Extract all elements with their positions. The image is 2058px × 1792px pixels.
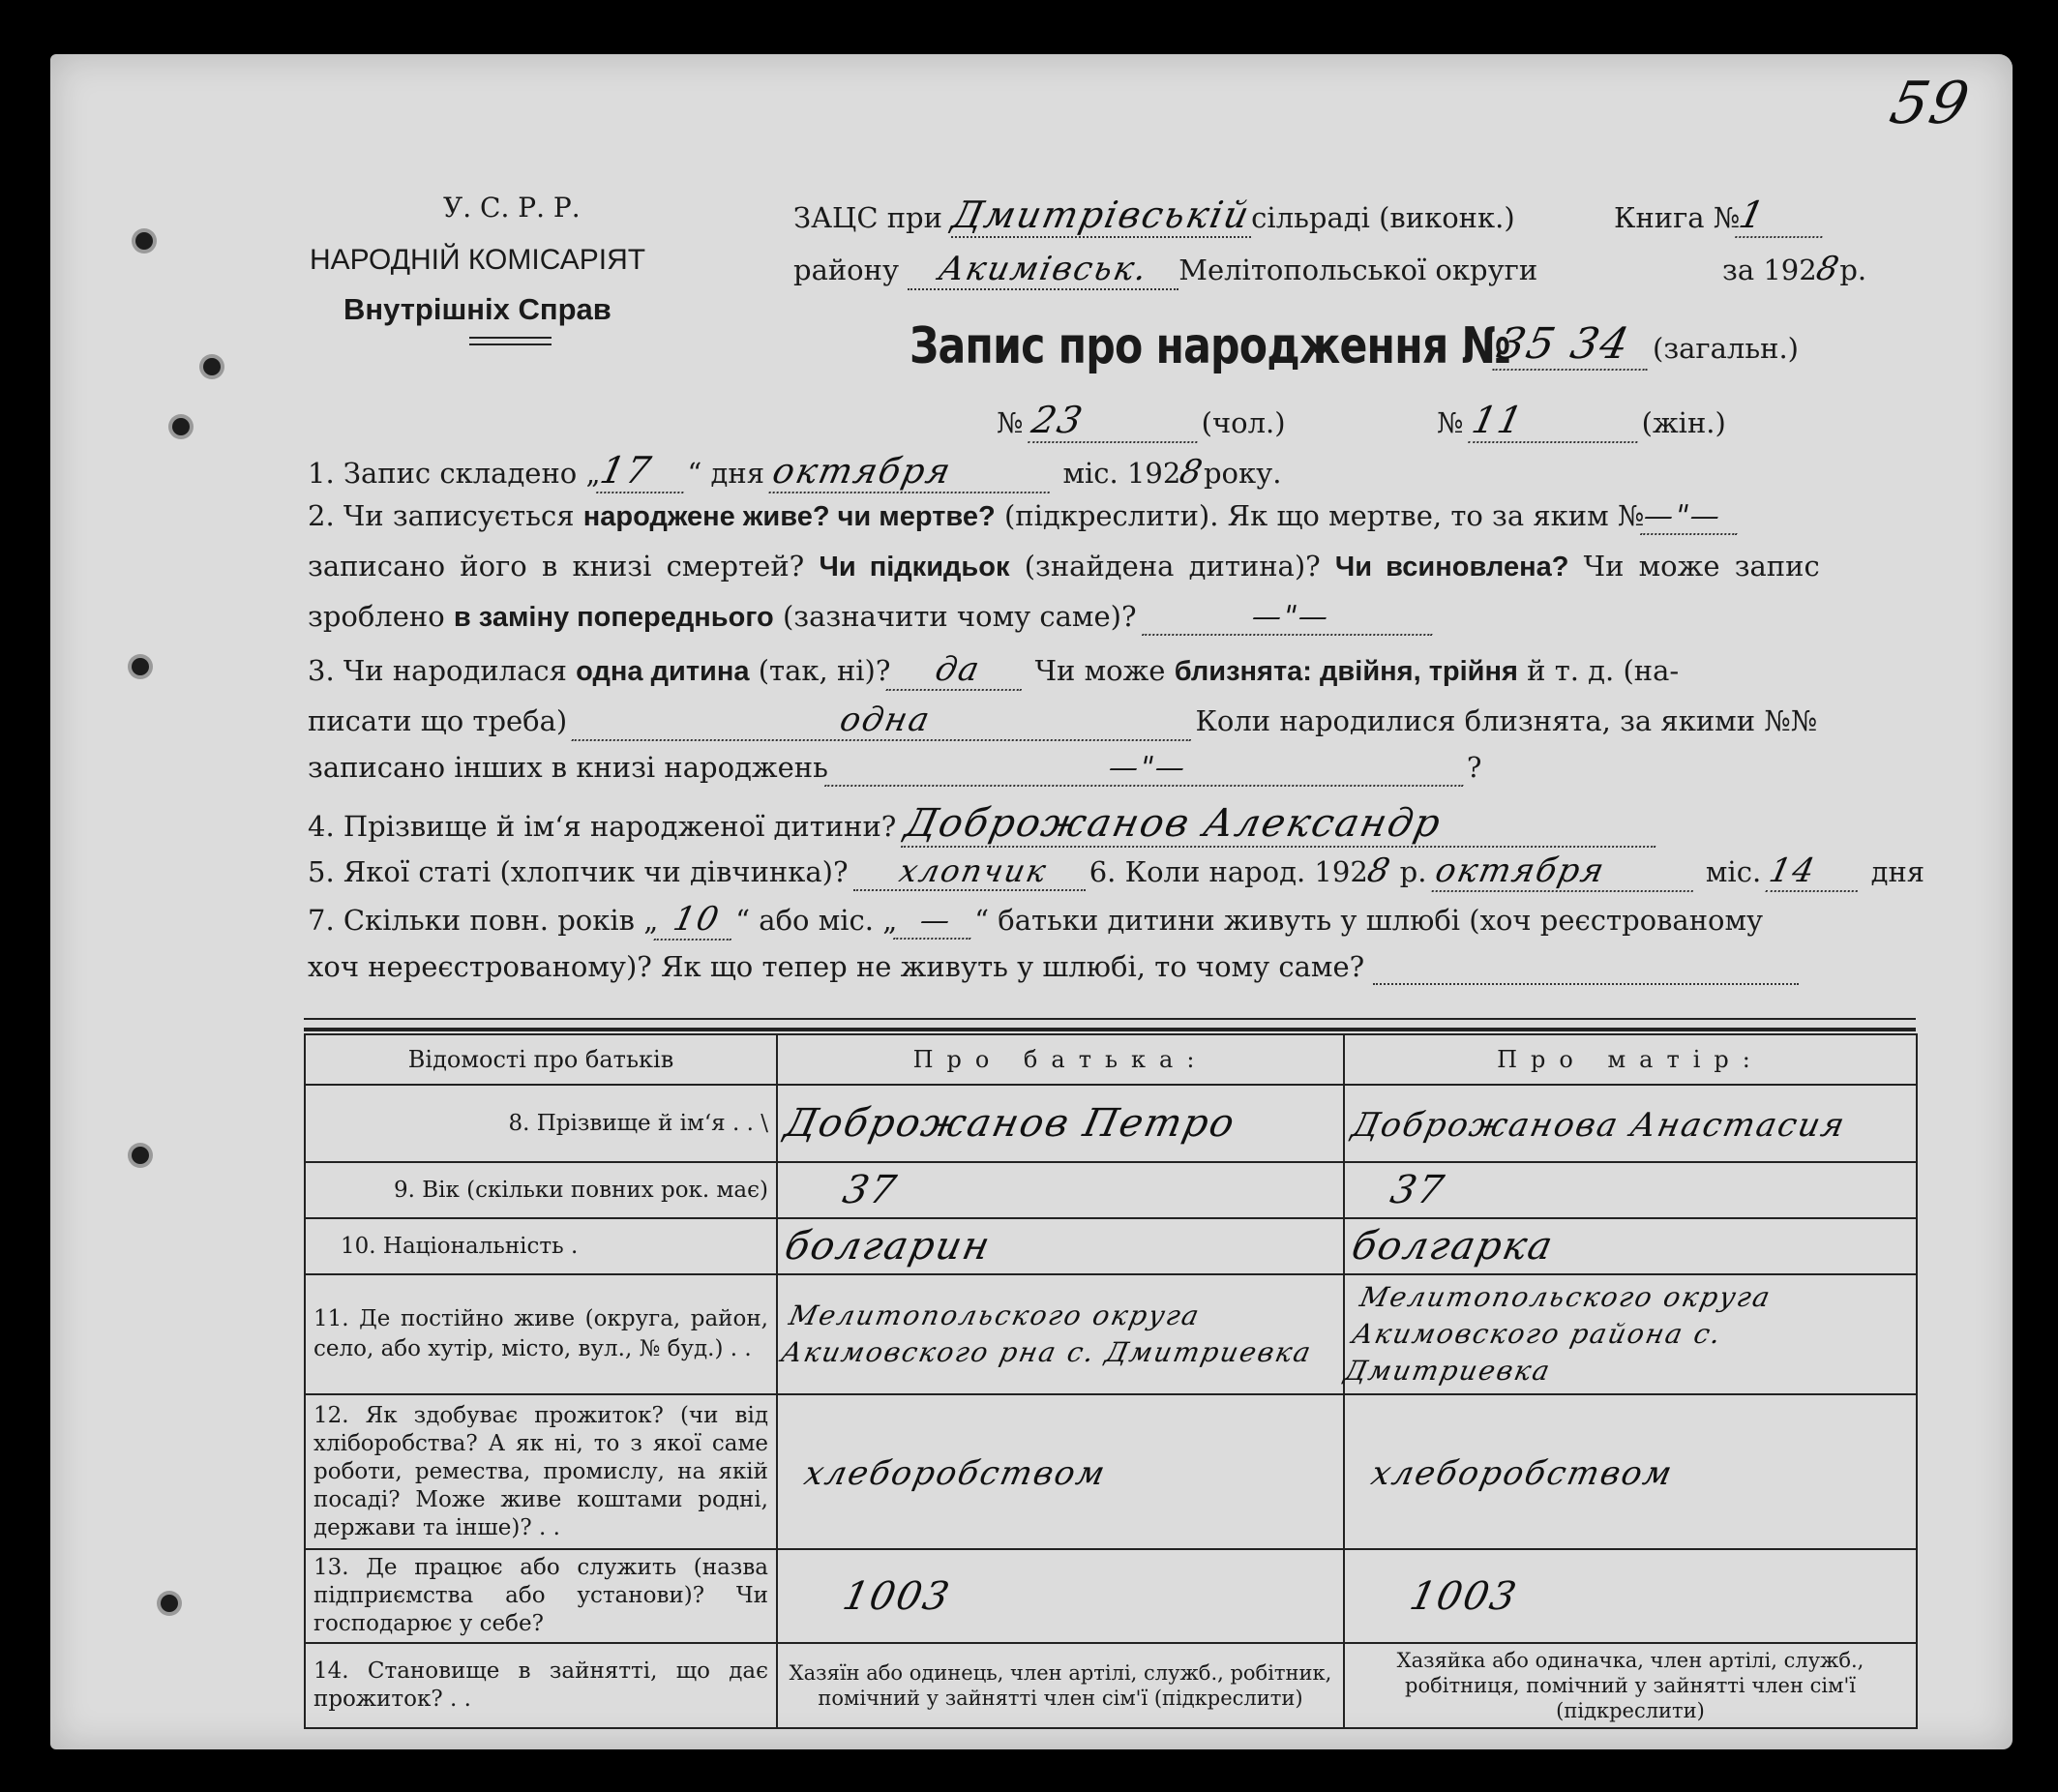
- table-header-row: [305, 1034, 1917, 1085]
- year-label: за 192: [1722, 254, 1817, 286]
- question-4: [308, 801, 1660, 848]
- q2-bold: Чи всиновлена?: [1334, 552, 1569, 582]
- table-row: [305, 1218, 1917, 1274]
- father-occupation: хлеборобством: [800, 1454, 1111, 1493]
- book-value: 1: [1735, 194, 1832, 238]
- father-workplace: 1003: [839, 1573, 955, 1619]
- table-row: [305, 1394, 1917, 1549]
- q6-text: дня: [1870, 855, 1925, 888]
- question-3-line-3: [308, 751, 1481, 787]
- marriage-years: 10: [654, 900, 740, 941]
- parents-table: [304, 1033, 1918, 1729]
- q5-text: 5. Якої статі (хлопчик чи дівчинка)?: [308, 855, 849, 888]
- header-father: Про батька:: [777, 1034, 1344, 1085]
- header-republic: У. С. Р. Р.: [443, 192, 581, 224]
- q3-single: да: [886, 650, 1030, 691]
- punch-hole: [172, 418, 190, 435]
- question-2-line-1: [308, 499, 1741, 535]
- q1-text: міс. 192: [1062, 457, 1181, 490]
- row-label: 12. Як здобуває прожиток? (чи від хліборобства? А як ні, то з якої саме роботи, ремества, промислу, на якій посаді? Може живе коштами родні, держави та інше)? . .: [305, 1394, 777, 1549]
- punch-hole: [135, 232, 153, 250]
- mother-workplace: 1003: [1406, 1573, 1522, 1619]
- question-5-6: [308, 851, 1924, 892]
- mother-age: 37: [1387, 1168, 1449, 1212]
- book-label: Книга №: [1614, 201, 1741, 234]
- header-double-rule: [469, 343, 552, 345]
- q1-text: 1. Запис складено „: [308, 457, 601, 490]
- mother-name: Доброжанова Анастасия: [1348, 1106, 1850, 1145]
- row-label: 8. Прізвище й ім‘я . . \: [305, 1085, 777, 1162]
- q2-text: (зазначити чому саме)?: [782, 600, 1137, 633]
- female-no: 11: [1468, 399, 1647, 443]
- q3-text: Коли народилися близнята, за якими №№: [1195, 704, 1818, 737]
- punch-hole: [203, 358, 221, 375]
- zags-value: Дмитрівській: [948, 194, 1255, 236]
- row-label: 10. Національність .: [305, 1218, 777, 1274]
- q2-text: зроблено: [308, 600, 445, 633]
- header-mother: Про матір:: [1344, 1034, 1917, 1085]
- general-no-field: [1492, 319, 1799, 371]
- mother-nationality: болгарка: [1348, 1224, 1559, 1269]
- father-nationality: болгарин: [781, 1224, 996, 1269]
- child-name: Доброжанов Александр: [900, 801, 1664, 848]
- female-no-line: [1437, 399, 1726, 443]
- row-label: 9. Вік (скільки повних рок. має): [305, 1162, 777, 1218]
- male-no-sign: №: [997, 406, 1024, 439]
- punch-hole: [161, 1595, 178, 1612]
- section-rule: [304, 1018, 1916, 1020]
- q3-text: 3. Чи народилася: [308, 654, 567, 687]
- male-label: (чол.): [1201, 406, 1286, 439]
- table-row: [305, 1162, 1917, 1218]
- question-3-line-1: [308, 650, 1679, 691]
- birth-day: 14: [1766, 851, 1866, 892]
- q1-year: 8: [1177, 453, 1208, 492]
- birth-year: 8: [1363, 851, 1395, 890]
- female-no-sign: №: [1437, 406, 1464, 439]
- q3-text: ?: [1466, 751, 1482, 784]
- q2-bold: народжене живе? чи мертве?: [582, 501, 996, 532]
- page-number: 59: [1884, 70, 1977, 137]
- q6-text: 6. Коли народ. 192: [1089, 855, 1368, 888]
- selrada-label: сільраді (виконк.): [1251, 201, 1515, 234]
- q7-text: “ або міс. „: [735, 904, 898, 937]
- birth-month: октября: [1431, 851, 1701, 892]
- question-7-line-1: [308, 900, 1763, 941]
- father-age: 37: [839, 1168, 902, 1212]
- q2-bold: в заміну попереднього: [453, 602, 774, 633]
- q1-text: року.: [1203, 457, 1282, 490]
- mother-employment-status: Хазяйка або одиначка, член артілі, служб., робітниця, помічний у зайнятті член сім'ї (підкреслити): [1344, 1643, 1917, 1728]
- q7-answer-field: [1373, 950, 1799, 985]
- question-2-line-2: [308, 550, 1820, 583]
- section-rule: [304, 1028, 1916, 1031]
- q7-text: хоч нереєстрованому)? Як що тепер не живуть у шлюбі, то чому саме?: [308, 950, 1365, 983]
- q3-bold: близнята: двійня, трійня: [1174, 656, 1518, 687]
- father-residence: Мелитопольского округа Акимовского рна с. Дмитриевка: [778, 1299, 1316, 1368]
- q3-text: й т. д. (на-: [1527, 654, 1680, 687]
- female-label: (жін.): [1641, 406, 1726, 439]
- record-title: Запис про народження №: [910, 317, 1510, 375]
- q2-death-no: —"—: [1640, 499, 1745, 535]
- table-row: [305, 1643, 1917, 1728]
- male-no-line: [997, 399, 1286, 443]
- table-row: [305, 1274, 1917, 1394]
- year-suffix: р.: [1839, 254, 1867, 286]
- q6-text: міс.: [1705, 855, 1762, 888]
- marriage-months: —: [893, 904, 978, 940]
- district-value: Акимівськ.: [935, 250, 1152, 288]
- header-commissariat: НАРОДНІЙ КОМІСАРІЯТ: [310, 244, 646, 276]
- general-label: (загальн.): [1653, 332, 1799, 365]
- header-department: Внутрішніх Справ: [343, 292, 611, 326]
- header-double-rule: [469, 337, 552, 339]
- row-label: 11. Де постійно живе (округа, район, село, або хутір, місто, вул., № буд.) . .: [305, 1274, 777, 1394]
- father-name: Доброжанов Петро: [781, 1101, 1240, 1146]
- q1-text: “ дня: [687, 457, 765, 490]
- q3-twins: одна: [572, 701, 1200, 741]
- q3-text: записано інших в книзі народжень: [308, 751, 828, 784]
- question-1: [308, 449, 1281, 493]
- zags-line: [793, 194, 1515, 238]
- q3-text: Чи може: [1034, 654, 1166, 687]
- q2-text: (знайдена дитина)?: [1024, 550, 1321, 582]
- q3-others: —"—: [824, 751, 1471, 787]
- q2-text: (підкреслити). Як що мертве, то за яким №: [1003, 499, 1645, 532]
- punch-hole: [132, 658, 149, 675]
- q4-text: 4. Прізвище й ім‘я народженої дитини?: [308, 810, 897, 843]
- q6-text: р.: [1399, 855, 1427, 888]
- father-employment-status: Хазяїн або одинець, член артілі, служб., робітник, помічний у зайнятті член сім'ї (підкреслити): [777, 1643, 1344, 1728]
- year-line: [1722, 250, 1866, 288]
- q1-day: 17: [596, 449, 693, 493]
- mother-residence: Мелитопольского округа Акимовского района с. Дмитриевка: [1341, 1281, 1775, 1387]
- table-row: [305, 1085, 1917, 1162]
- q3-text: писати що треба): [308, 704, 568, 737]
- q7-text: “ батьки дитини живуть у шлюбі (хоч реєстрованому: [974, 904, 1764, 937]
- question-3-line-2: [308, 701, 1817, 741]
- q2-text: записано його в книзі смертей?: [308, 550, 805, 582]
- district-field: [908, 250, 1178, 290]
- q2-bold: Чи підкидьок: [819, 552, 1010, 582]
- question-7-line-2: [308, 950, 1799, 985]
- q2-text: 2. Чи записується: [308, 499, 575, 532]
- mother-occupation: хлеборобством: [1367, 1454, 1678, 1493]
- book-line: [1614, 194, 1827, 238]
- q3-bold: одна дитина: [576, 656, 750, 687]
- question-2-line-3: [308, 600, 1436, 636]
- row-label: 13. Де працює або служить (назва підприємства або установи)? Чи господарює у себе?: [305, 1549, 777, 1643]
- q3-text: (так, ні)?: [758, 654, 891, 687]
- male-no: 23: [1028, 399, 1207, 443]
- zags-label: ЗАЦС при: [793, 201, 942, 234]
- q7-text: 7. Скільки повн. років „: [308, 904, 659, 937]
- row-label: 14. Становище в зайнятті, що дає прожиток? . .: [305, 1643, 777, 1728]
- general-no: 35 34: [1492, 319, 1657, 371]
- okruha-label: Мелітопольської округи: [1178, 254, 1538, 286]
- zags-field: [948, 194, 1255, 238]
- year-value: 8: [1812, 250, 1844, 288]
- district-label: району: [793, 254, 900, 286]
- q2-replacement: —"—: [1142, 600, 1440, 636]
- child-sex: хлопчик: [852, 852, 1093, 891]
- punch-hole: [132, 1147, 149, 1164]
- header-parents-info: Відомості про батьків: [305, 1034, 777, 1085]
- table-row: [305, 1549, 1917, 1643]
- q1-month: октября: [769, 452, 1059, 493]
- q2-text: Чи може запис: [1583, 550, 1820, 582]
- district-line: [793, 250, 1537, 290]
